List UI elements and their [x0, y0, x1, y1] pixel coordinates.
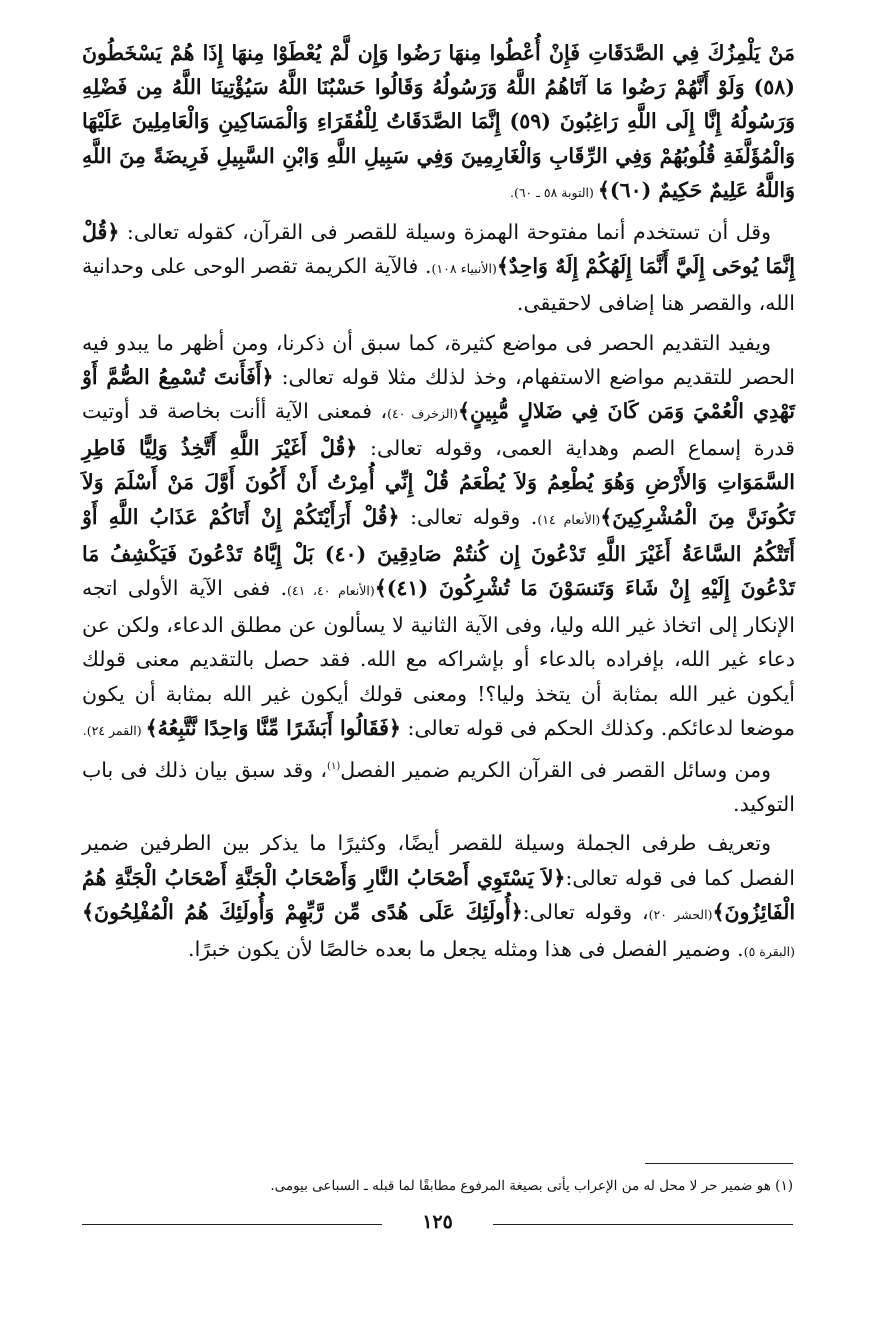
body-run: . وقوله تعالى:	[399, 504, 538, 529]
verse-reference: (الأنبياء ١٠٨)	[431, 261, 497, 277]
verse-reference: (الأنعام ١٤)	[537, 511, 601, 527]
body-run: ، وقد سبق بيان ذلك فى باب التوكيد.	[82, 758, 795, 817]
paragraph-3	[82, 326, 795, 748]
quran-verse: ﴿أَفَأَنتَ تُسْمِعُ الصُّمَّ أَوْ تَهْدِي الْعُمْيَ وَمَن كَانَ فِي ضَلالٍ مُّبِينٍ﴾	[82, 364, 795, 424]
footnote-separator	[645, 1163, 793, 1164]
quran-verse: ﴿فَقَالُوا أَبَشَرًا مِّنَّا وَاحِدًا نَّتَّبِعُهُ﴾	[145, 715, 401, 740]
footnote: (١) هو ضمير حر لا محل له من الإعراب يأتى بصيغة المرفوع مطابقًا لما قبله ـ السباعى بيومى.	[270, 1178, 793, 1194]
quran-verse: ﴿قُلْ إِنَّمَا يُوحَى إِلَيَّ أَنَّمَا إِلَهُكُمْ إِلَهٌ وَاحِدٌ﴾	[82, 220, 796, 279]
body-run: وتعريف طرفى الجملة وسيلة للقصر أيضًا، وكثيرًا ما يذكر بين الطرفين ضمير الفصل كما فى قوله تعالى:	[82, 831, 795, 890]
verse-reference: (الأنعام ٤٠، ٤١)	[287, 583, 375, 599]
body-run: ويفيد التقديم الحصر فى مواضع كثيرة، كما سبق أن ذكرنا، ومن أظهر ما يبدو فيه الحصر للتقديم مواضع الاستفهام، وخذ لذلك مثلا قوله تعالى:	[82, 330, 795, 389]
footnote-marker: (١)	[327, 761, 341, 773]
paragraph-5	[82, 826, 795, 969]
quran-verse: مَنْ يَلْمِزُكَ فِي الصَّدَقَاتِ فَإِنْ أُعْطُوا مِنهَا رَضُوا وَإِن لَّمْ يُعْطَوْا مِنهَا إِذَا هُمْ يَسْخَطُونَ (٥٨) وَلَوْ أَنَّهُمْ رَضُوا مَا آتَاهُمُ اللَّهُ وَرَسُولُهُ وَقَالُوا حَسْبُنَا اللَّهُ سَيُؤْتِينَا اللَّهُ مِن فَضْلِهِ وَرَسُولُهُ إِنَّا إِلَى اللَّهِ رَاغِبُونَ (٥٩) إِنَّمَا الصَّدَقَاتُ لِلْفُقَرَاءِ وَالْمَسَاكِينِ وَالْعَامِلِينَ عَلَيْهَا وَالْمُؤَلَّفَةِ قُلُوبُهُمْ وَفِي الرِّقَابِ وَالْغَارِمِينَ وَفِي سَبِيلِ اللَّهِ وَابْنِ السَّبِيلِ فَرِيضَةً مِنَ اللَّهِ وَاللَّهُ عَلِيمٌ حَكِيمٌ (٦٠)﴾	[82, 41, 795, 202]
verse-reference: (القمر ٢٤).	[82, 722, 146, 738]
paragraph-2	[82, 215, 795, 321]
body-run: . فالآية الكريمة تقصر الوحى على وحدانية الله، والقصر هنا إضافى لاحقيقى.	[82, 254, 795, 316]
verse-reference: (البقرة ٥)	[743, 944, 795, 960]
quran-verse: ﴿قُلْ أَغَيْرَ اللَّهِ أَتَّخِذُ وَلِيًّا فَاطِرِ السَّمَوَاتِ وَالأَرْضِ وَهُوَ يُطْعِمُ وَلاَ يُطْعَمُ قُلْ إِنِّي أُمِرْتُ أَنْ أَكُونَ أَوَّلَ مَنْ أَسْلَمَ وَلاَ تَكُونَنَّ مِنَ الْمُشْرِكِينَ﴾	[82, 436, 796, 529]
quran-verse: ﴿لاَ يَسْتَوِي أَصْحَابُ النَّارِ وَأَصْحَابُ الْجَنَّةِ أَصْحَابُ الْجَنَّةِ هُمُ الْفَائِزُونَ﴾	[82, 865, 796, 924]
body-run: ومن وسائل القصر فى القرآن الكريم ضمير الفصل	[340, 758, 771, 783]
paragraph-1	[82, 36, 795, 210]
body-run: وقل أن تستخدم أنما مفتوحة الهمزة وسيلة للقصر فى القرآن، كقوله تعالى:	[119, 220, 771, 245]
verse-reference: (الزخرف ٤٠)	[387, 406, 458, 422]
quran-verse: ﴿أُولَئِكَ عَلَى هُدًى مِّن رَّبِّهِمْ وَأُولَئِكَ هُمُ الْمُفْلِحُونَ﴾	[82, 899, 523, 924]
body-run: ، فمعنى الآية أأنت بخاصة قد أوتيت قدرة إسماع الصم وهداية العمى، وقوله تعالى:	[82, 399, 795, 461]
body-run: . ففى الآية الأولى اتجه الإنكار إلى اتخاذ غير الله وليا، وفى الآية الثانية لا يسألون عن مطلق الدعاء، ولكن عن دعاء غير الله، بإفراده بالدعاء أو بإشراكه مع الله. فقد حصل بالتقديم معنى قولك أيكون غير الله بمثابة أن يتخذ وليا؟! ومعنى قولك أيكون غير الله بمثابة أن يكون موضعا لدعائكم. وكذلك الحكم فى قوله تعالى:	[82, 576, 795, 740]
body-run: . وضمير الفصل فى هذا ومثله يجعل ما بعده خالصًا لأن يكون خبرًا.	[188, 937, 744, 962]
verse-reference: (التوبة ٥٨ ـ ٦٠).	[509, 184, 598, 200]
quran-verse: ﴿قُلْ أَرَأَيْتَكُمْ إِنْ أَتَاكُمْ عَذَابُ اللَّهِ أَوْ أَتَتْكُمُ السَّاعَةُ أَغَيْرَ اللَّهِ تَدْعُونَ إِن كُنتُمْ صَادِقِينَ (٤٠) بَلْ إِيَّاهُ تَدْعُونَ فَيَكْشِفُ مَا تَدْعُونَ إِلَيْهِ إِنْ شَاءَ وَتَنسَوْنَ مَا تُشْرِكُونَ (٤١)﴾	[82, 504, 796, 601]
page-number: ١٢٥	[422, 1211, 453, 1233]
paragraph-4	[82, 753, 795, 821]
body-text	[82, 36, 795, 969]
verse-reference: (الحشر ٢٠)	[648, 906, 713, 922]
body-run: ، وقوله تعالى:	[522, 899, 649, 924]
